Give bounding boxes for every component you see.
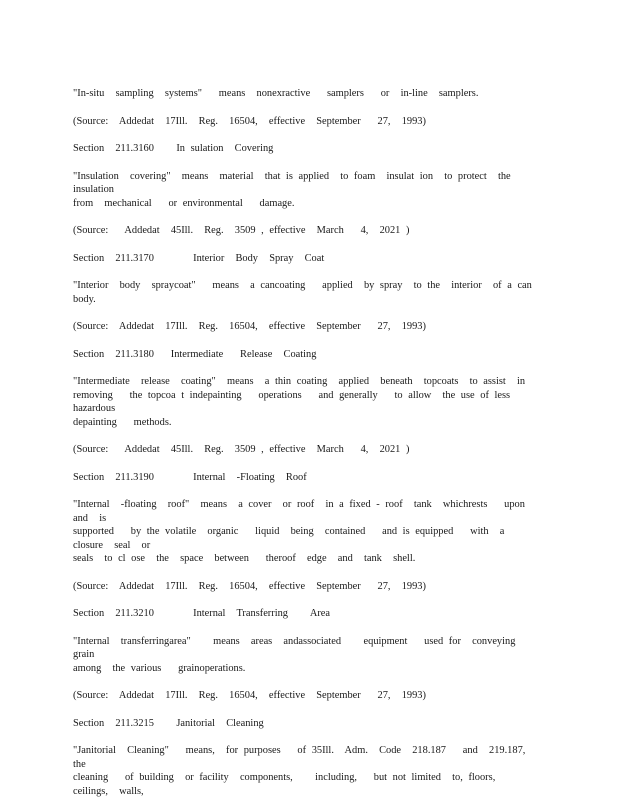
definition-paragraph: "Intermediate release coating" means a thin coating applied beneath topcoats to assist in removing the topcoa t indepainting operations and generally to allow the use of less hazardous depainting methods.	[73, 376, 526, 428]
definition-paragraph: "Insulation covering" means material that is applied to foam insulat ion to protect the insulation from mechanical or environmental damage.	[73, 170, 511, 209]
source-citation: (Source: Addedat 45Ill. Reg. 3509 , effective March 4, 2021 )	[73, 225, 410, 236]
section-heading: Section 211.3215 Janitorial Cleaning	[73, 717, 264, 729]
source-citation: (Source: Addedat 17Ill. Reg. 16504, effective September 27, 1993)	[73, 321, 426, 332]
document-body	[73, 87, 544, 798]
definition-paragraph: "Interior body spraycoat" means a cancoating applied by spray to the interior of a can body.	[73, 280, 544, 305]
definition-paragraph: "Janitorial Cleaning" means, for purposes of 35Ill. Adm. Code 218.187 and 219.187, the cleaning of building or facility components, including, but not limited to, floors, ceilings, walls,	[73, 745, 526, 797]
definition-paragraph: "Internal -floating roof" means a cover or roof in a fixed - roof tank whichrests upon and is supported by the volatile organic liquid being contained and is equipped with a closure seal or seals to cl ose the space between theroof edge and tank shell.	[73, 499, 525, 564]
source-citation: (Source: Addedat 17Ill. Reg. 16504, effective September 27, 1993)	[73, 690, 426, 701]
section-heading: Section 211.3210 Internal Transferring Area	[73, 608, 331, 619]
definition-paragraph: "Internal transferringarea" means areas andassociated equipment used for conveying grain among the various grainoperations.	[73, 635, 516, 674]
section-heading: Section 211.3170 Interior Body Spray Coat	[73, 252, 325, 264]
source-citation: (Source: Addedat 17Ill. Reg. 16504, effective September 27, 1993)	[73, 580, 426, 592]
source-citation: (Source: Addedat 45Ill. Reg. 3509 , effective March 4, 2021 )	[73, 444, 410, 455]
source-citation: (Source: Addedat 17Ill. Reg. 16504, effective September 27, 1993)	[73, 115, 426, 127]
section-heading: Section 211.3180 Intermediate Release Coating	[73, 348, 317, 360]
section-heading: Section 211.3160 In sulation Covering	[73, 143, 274, 154]
section-heading: Section 211.3190 Internal -Floating Roof	[73, 471, 307, 483]
definition-paragraph: "In-situ sampling systems" means nonexractive samplers or in-line samplers.	[73, 88, 479, 99]
